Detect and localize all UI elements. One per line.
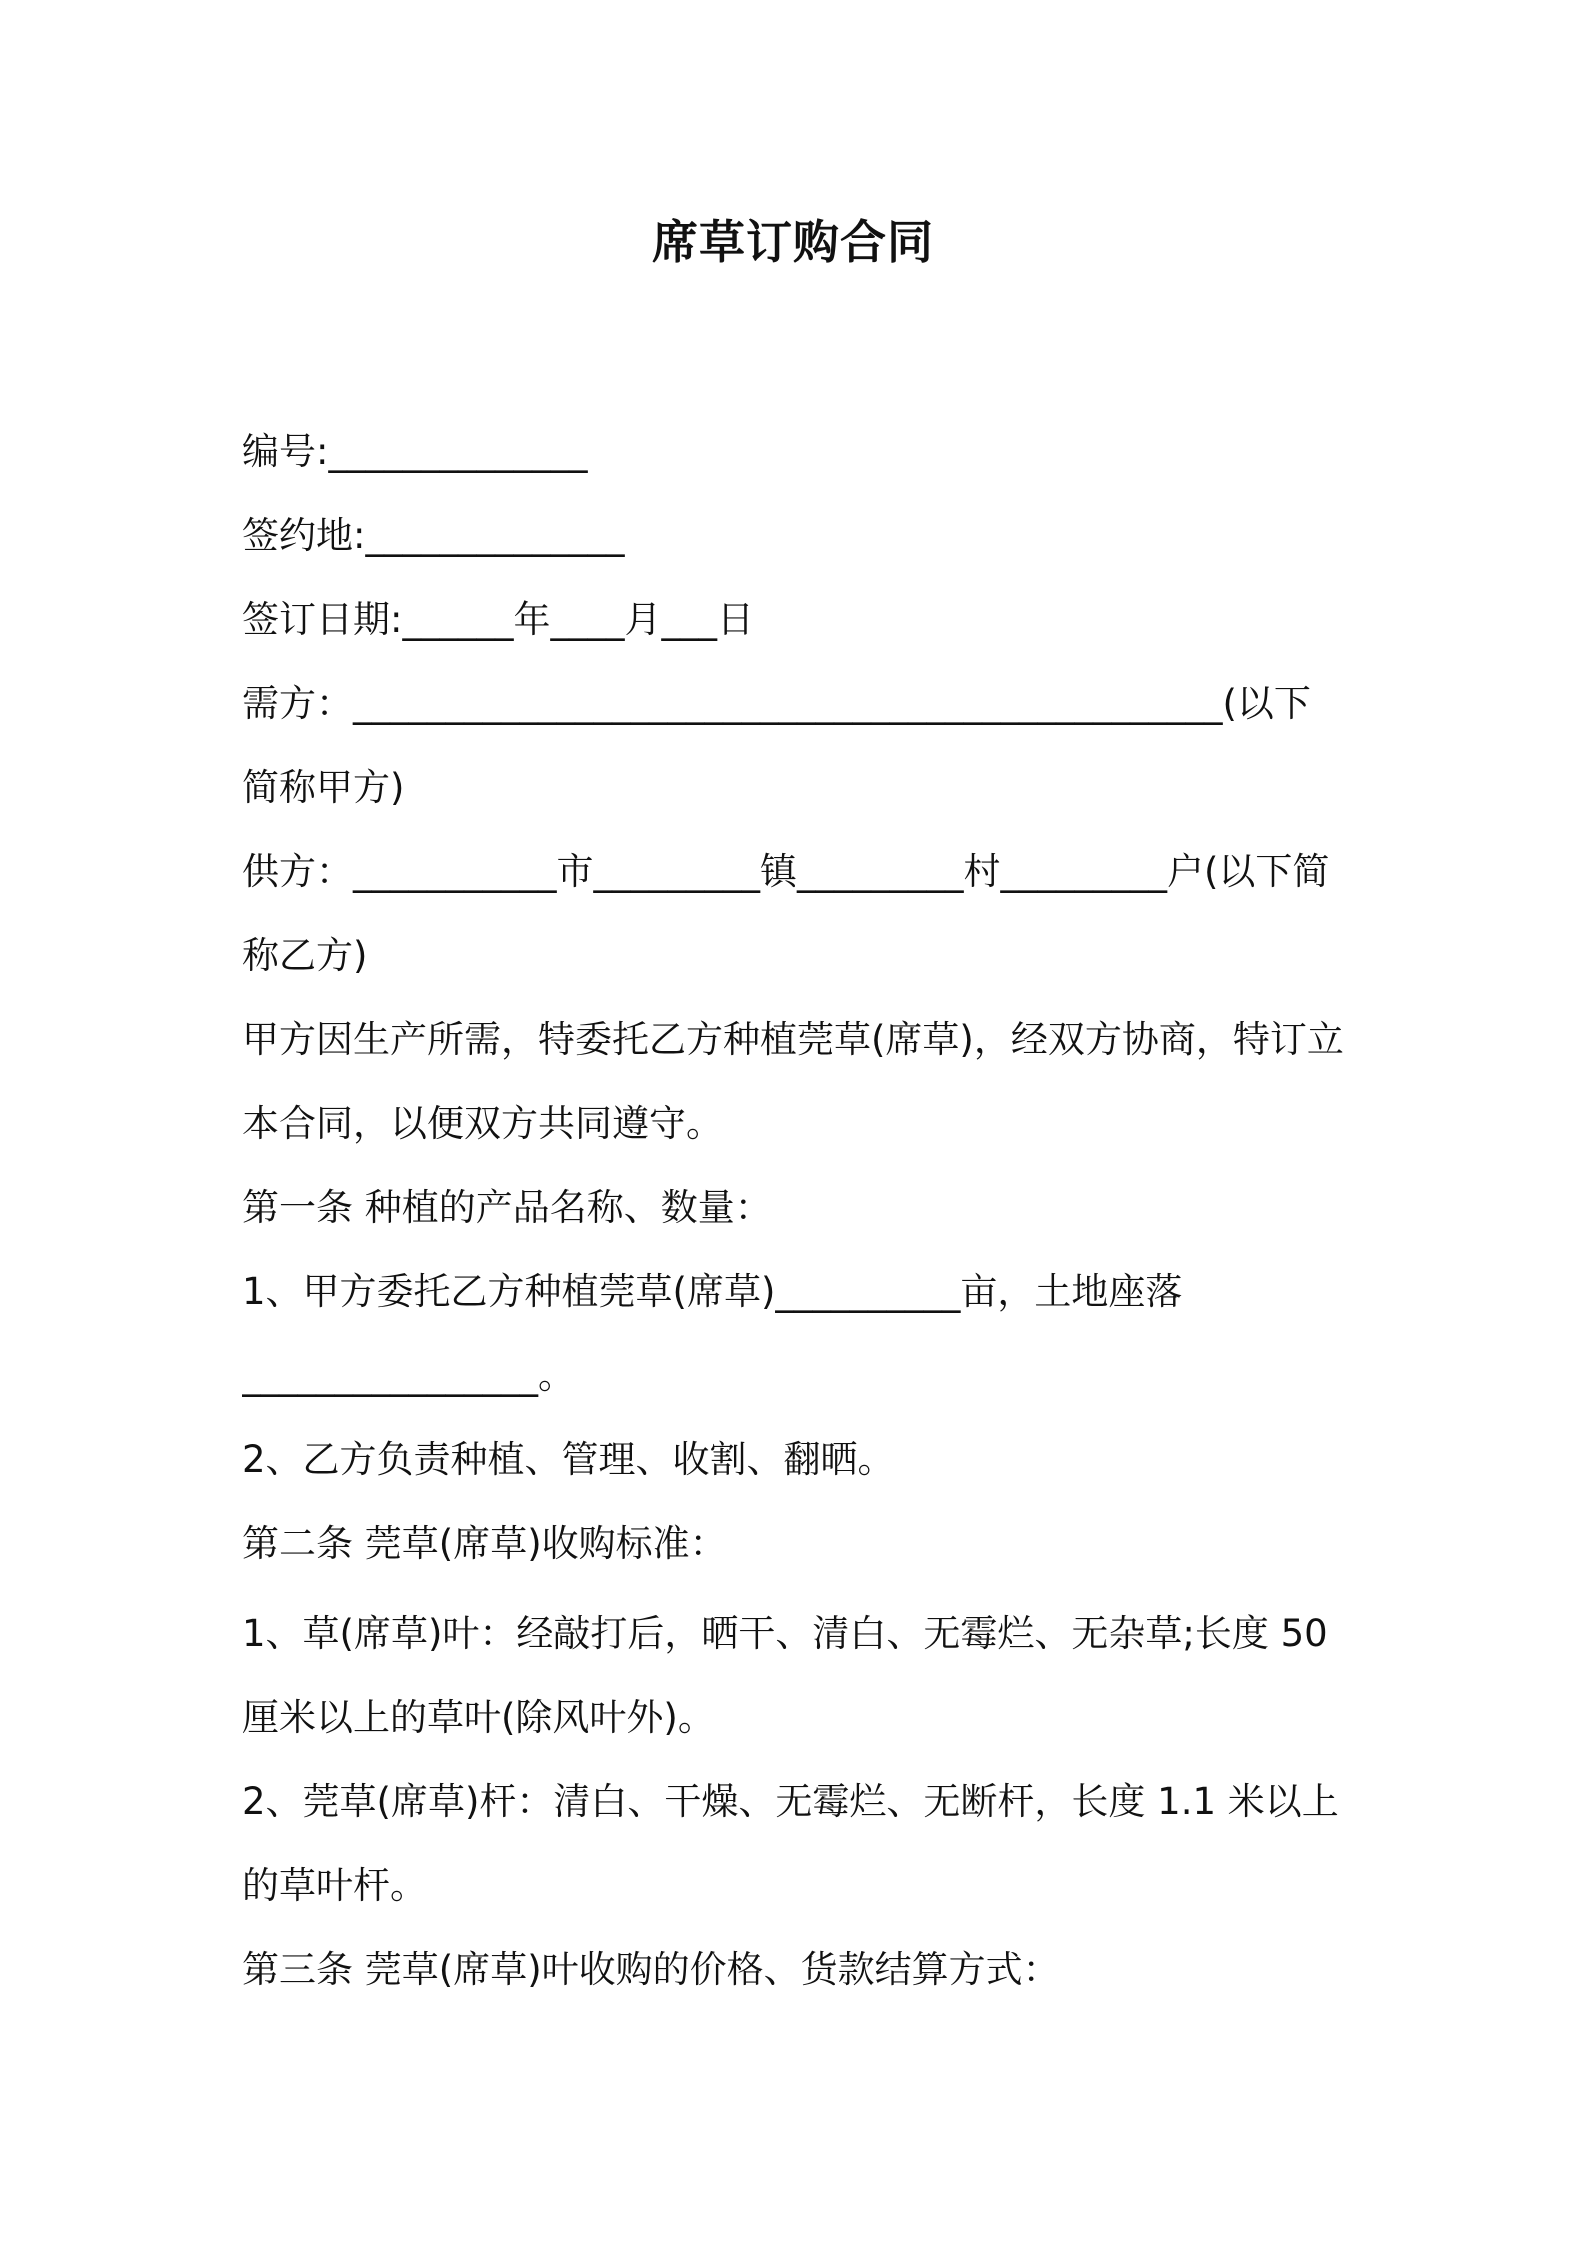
article-2-item-2-continued: 的草叶杆。 [242, 1864, 427, 1907]
article-1-heading: 第一条 种植的产品名称、数量： [242, 1186, 772, 1229]
article-2-item-2: 2、莞草(席草)杆：清白、干燥、无霉烂、无断杆，长度 1.1 米以上 [242, 1780, 1339, 1823]
supplier-line-continued: 称乙方) [242, 934, 368, 977]
contract-number-line: 编号:______________ [242, 430, 588, 473]
article-1-item-1: 1、甲方委托乙方种植莞草(席草)__________亩，土地座落 [242, 1270, 1183, 1313]
article-1-item-2: 2、乙方负责种植、管理、收割、翻晒。 [242, 1438, 895, 1481]
buyer-line: 需方：_______________________________________________(以下 [242, 682, 1311, 725]
article-2-item-1-continued: 厘米以上的草叶(除风叶外)。 [242, 1696, 715, 1739]
signing-date-line: 签订日期:______年____月___日 [242, 598, 754, 641]
intro-paragraph-line-1: 甲方因生产所需，特委托乙方种植莞草(席草)，经双方协商，特订立 [242, 1018, 1344, 1061]
article-2-item-1: 1、草(席草)叶：经敲打后，晒干、清白、无霉烂、无杂草;长度 50 [242, 1612, 1328, 1655]
document-title: 席草订购合同 [652, 215, 934, 269]
article-1-item-1-continued: ________________。 [242, 1354, 575, 1397]
document-body [242, 410, 1362, 2012]
article-2-heading: 第二条 莞草(席草)收购标准： [242, 1522, 727, 1565]
supplier-line: 供方：___________市_________镇_________村_________户(以下简 [242, 850, 1330, 893]
signing-place-line: 签约地:______________ [242, 514, 625, 557]
buyer-line-continued: 简称甲方) [242, 766, 405, 809]
article-3-heading: 第三条 莞草(席草)叶收购的价格、货款结算方式： [242, 1948, 1060, 1991]
intro-paragraph-line-2: 本合同，以便双方共同遵守。 [242, 1102, 723, 1145]
